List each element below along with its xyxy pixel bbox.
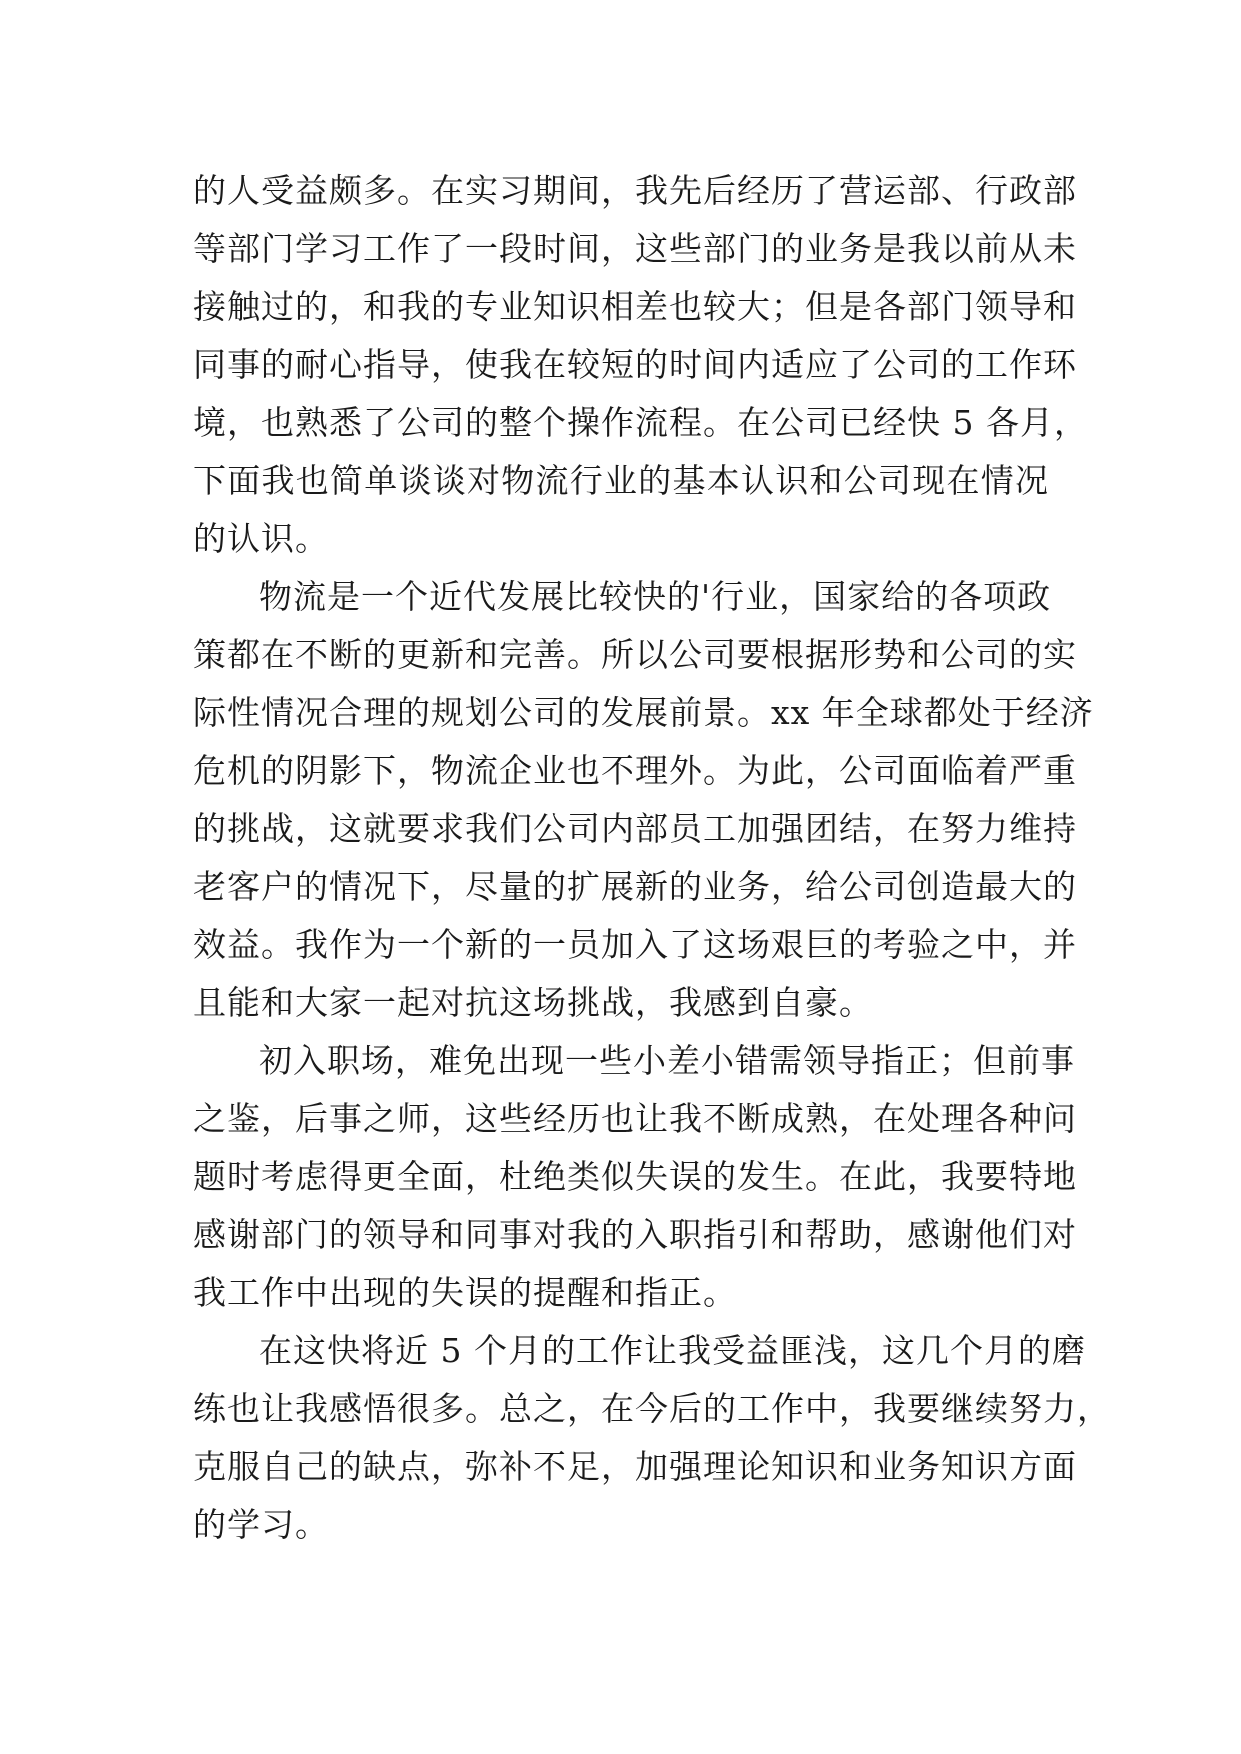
text-line: 初入职场，难免出现一些小差小错需领导指正；但前事 [259,1041,1075,1080]
text-line: 效益。我作为一个新的一员加入了这场艰巨的考验之中，并 [193,925,1077,964]
text-line: 的挑战，这就要求我们公司内部员工加强团结，在努力维持 [193,809,1077,848]
text-line: 感谢部门的领导和同事对我的入职指引和帮助，感谢他们对 [193,1215,1077,1254]
text-line: 危机的阴影下，物流企业也不理外。为此，公司面临着严重 [193,751,1077,790]
text-line: 下面我也简单谈谈对物流行业的基本认识和公司现在情况 [193,461,1049,500]
text-line: 接触过的，和我的专业知识相差也较大；但是各部门领导和 [193,287,1077,326]
text-line: 的认识。 [193,519,329,558]
text-line: 我工作中出现的失误的提醒和指正。 [193,1273,737,1312]
paragraph-3 [193,1032,1077,1322]
text-line: 等部门学习工作了一段时间，这些部门的业务是我以前从未 [193,229,1077,268]
text-line: 克服自己的缺点，弥补不足，加强理论知识和业务知识方面 [193,1447,1077,1486]
text-line: 策都在不断的更新和完善。所以公司要根据形势和公司的实 [193,635,1077,674]
text-line: 的学习。 [193,1505,329,1544]
text-line: 练也让我感悟很多。总之，在今后的工作中，我要继续努力， [193,1389,1111,1428]
paragraph-2 [193,568,1094,1032]
document-body [193,162,1111,1554]
text-line: 境，也熟悉了公司的整个操作流程。在公司已经快 5 各月， [193,403,1088,442]
text-line: 在这快将近 5 个月的工作让我受益匪浅，这几个月的磨 [259,1331,1086,1370]
text-line: 物流是一个近代发展比较快的'行业，国家给的各项政 [259,577,1052,616]
paragraph-4 [193,1322,1111,1554]
text-line: 的人受益颇多。在实习期间，我先后经历了营运部、行政部 [193,171,1077,210]
text-line: 之鉴，后事之师，这些经历也让我不断成熟，在处理各种问 [193,1099,1077,1138]
text-line: 际性情况合理的规划公司的发展前景。xx 年全球都处于经济 [193,693,1094,732]
text-line: 同事的耐心指导，使我在较短的时间内适应了公司的工作环 [193,345,1077,384]
paragraph-1 [193,162,1088,568]
text-line: 题时考虑得更全面，杜绝类似失误的发生。在此，我要特地 [193,1157,1077,1196]
text-line: 且能和大家一起对抗这场挑战，我感到自豪。 [193,983,873,1022]
text-line: 老客户的情况下，尽量的扩展新的业务，给公司创造最大的 [193,867,1077,906]
